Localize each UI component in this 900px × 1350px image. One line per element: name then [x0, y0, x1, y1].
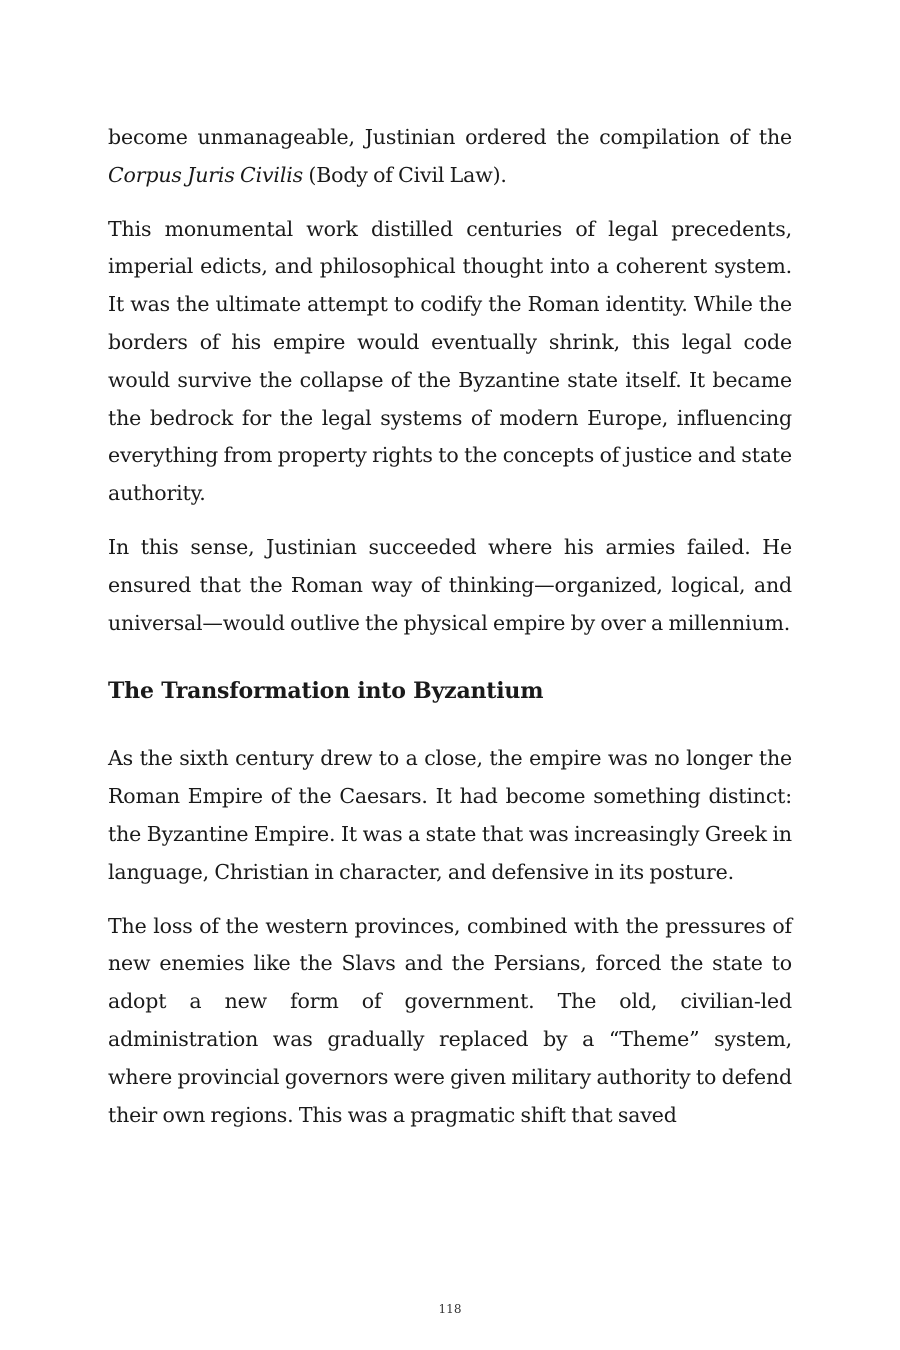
page-number: 118 [438, 1302, 462, 1316]
paragraph-justinian-succeeded: In this sense, Justinian succeeded where his armies failed. He ensured that the Roman way of thinking—organized, logical, and universal—would outlive the physical empire by over a millennium. [108, 534, 792, 635]
italic-title: Corpus Juris Civilis [108, 162, 304, 187]
paragraph-text: become unmanageable, Justinian ordered the compilation of the [108, 125, 792, 149]
paragraph-theme-system: The loss of the western provinces, combined with the pressures of new enemies like the Slavs and the Persians, forced the state to adopt a new form of government. The old, civilian-led administration was gradually replaced by a “Theme” system, where provincial governors were given military authority to defend their own regions. This was a pragmatic shift that saved [108, 913, 792, 1127]
paragraph-monumental-work: This monumental work distilled centuries of legal precedents, imperial edicts, and philosophical thought into a coherent system. It was the ultimate attempt to codify the Roman identity. While the borders of his empire would eventually shrink, this legal code would survive the collapse of the Byzantine state itself. It became the bedrock for the legal systems of modern Europe, influencing everything from property rights to the concepts of justice and state authority. [108, 216, 792, 506]
page-body [108, 119, 792, 1150]
section-heading: The Transformation into Byzantium [108, 678, 544, 705]
paragraph-sixth-century: As the sixth century drew to a close, the empire was no longer the Roman Empire of the Caesars. It had become something distinct: the Byzantine Empire. It was a state that was increasingly Greek in language, Christian in character, and defensive in its posture. [108, 746, 792, 884]
paragraph-corpus-juris [108, 119, 792, 195]
paragraph-text-end: (Body of Civil Law). [303, 162, 507, 187]
